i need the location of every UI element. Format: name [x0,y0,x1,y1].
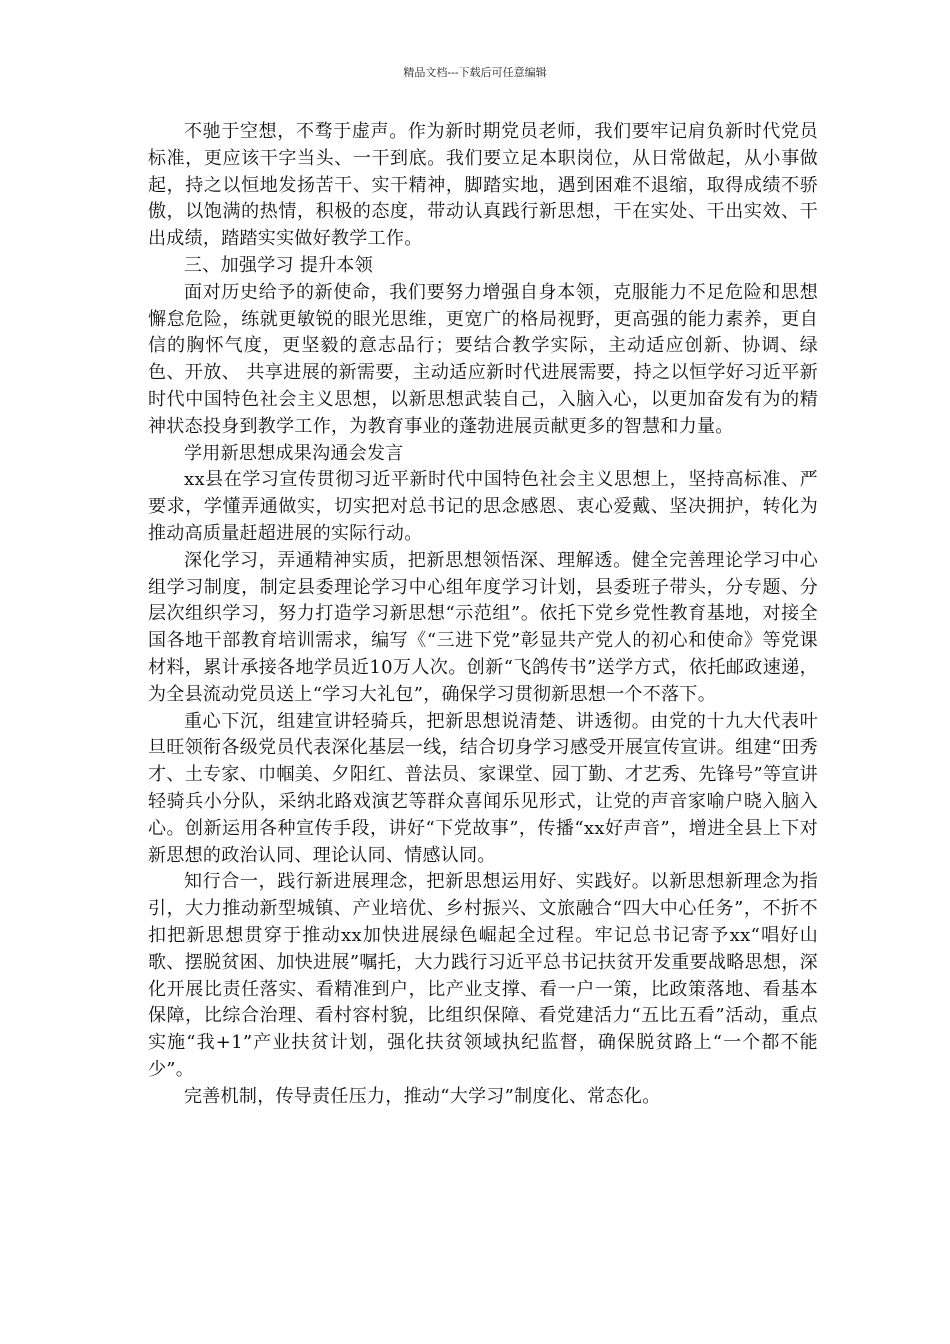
paragraph-deep-study: 深化学习，弄通精神实质，把新思想领悟深、理解透。健全完善理论学习中心组学习制度，制定县委理论学习中心组年度学习计划，县委班子带头，分专题、分层次组织学习，努力打造学习新思想“示范组”。依托下党乡党性教育基地，对接全国各地干部教育培训需求，编写《“三进下党”彰显共产党人的初心和使命》等党课材料，累计承接各地学员近10万人次。创新“飞鸽传书”送学方式，依托邮政速递，为全县流动党员送上“学习大礼包”，确保学习贯彻新思想一个不落下。 [148,549,818,705]
article-title: 学用新思想成果沟通会发言 [184,442,404,464]
section-heading-study: 三、加强学习 提升本领 [184,254,374,276]
paragraph-work-attitude: 不驰于空想，不骛于虚声。作为新时期党员老师，我们要牢记肩负新时代党员标准，更应该干字当头、一干到底。我们要立足本职岗位，从日常做起，从小事做起，持之以恒地发扬苦干、实干精神，脚踏实地，遇到困难不退缩，取得成绩不骄傲，以饱满的热情，积极的态度，带动认真践行新思想，干在实处、干出实效、干出成绩，踏踏实实做好教学工作。 [148,121,818,250]
paragraph-county-intro: xx县在学习宣传贯彻习近平新时代中国特色社会主义思想上，坚持高标准、严要求，学懂弄通做实，切实把对总书记的思念感恩、衷心爱戴、坚决拥护，转化为推动高质量赶超进展的实际行动。 [148,469,818,544]
document-body [148,119,818,1110]
page-header: 精品文档---下载后可任意编辑 [403,66,547,79]
paragraph-grassroots-lectures: 重心下沉，组建宣讲轻骑兵，把新思想说清楚、讲透彻。由党的十九大代表叶旦旺领衔各级党员代表深化基层一线，结合切身学习感受开展宣传宣讲。组建“田秀才、土专家、巾帼美、夕阳红、普法员、家课堂、园丁勤、才艺秀、先锋号”等宣讲轻骑兵小分队，采纳北路戏演艺等群众喜闻乐见形式，让党的声音家喻户晓入脑入心。创新运用各种宣传手段，讲好“下党故事”，传播“xx好声音”，增进全县上下对新思想的政治认同、理论认同、情感认同。 [148,710,818,866]
paragraph-practice: 知行合一，践行新进展理念，把新思想运用好、实践好。以新思想新理念为指引，大力推动新型城镇、产业培优、乡村振兴、文旅融合“四大中心任务”，不折不扣把新思想贯穿于推动xx加快进展绿色崛起全过程。牢记总书记寄予xx“唱好山歌、摆脱贫困、加快进展”嘱托，大力践行习近平总书记扶贫开发重要战略思想，深化开展比责任落实、看精准到户，比产业支撑、看一户一策，比政策落地、看基本保障，比综合治理、看村容村貌，比组织保障、看党建活力“五比五看”活动，重点实施“我+1”产业扶贫计划，强化扶贫领域执纪监督，确保脱贫路上“一个都不能少”。 [148,871,818,1080]
paragraph-new-mission: 面对历史给予的新使命，我们要努力增强自身本领，克服能力不足危险和思想懈怠危险，练就更敏锐的眼光思维，更宽广的格局视野，更高强的能力素养，更自信的胸怀气度，更坚毅的意志品行；要结合教学实际，主动适应创新、协调、绿色、开放、 共享进展的新需要，主动适应新时代进展需要，持之以恒学好习近平新时代中国特色社会主义思想，以新思想武装自己，入脑入心，以更加奋发有为的精神状态投身到教学工作，为教育事业的蓬勃进展贡献更多的智慧和力量。 [148,281,818,437]
paragraph-mechanism: 完善机制，传导责任压力，推动“大学习”制度化、常态化。 [184,1085,661,1107]
